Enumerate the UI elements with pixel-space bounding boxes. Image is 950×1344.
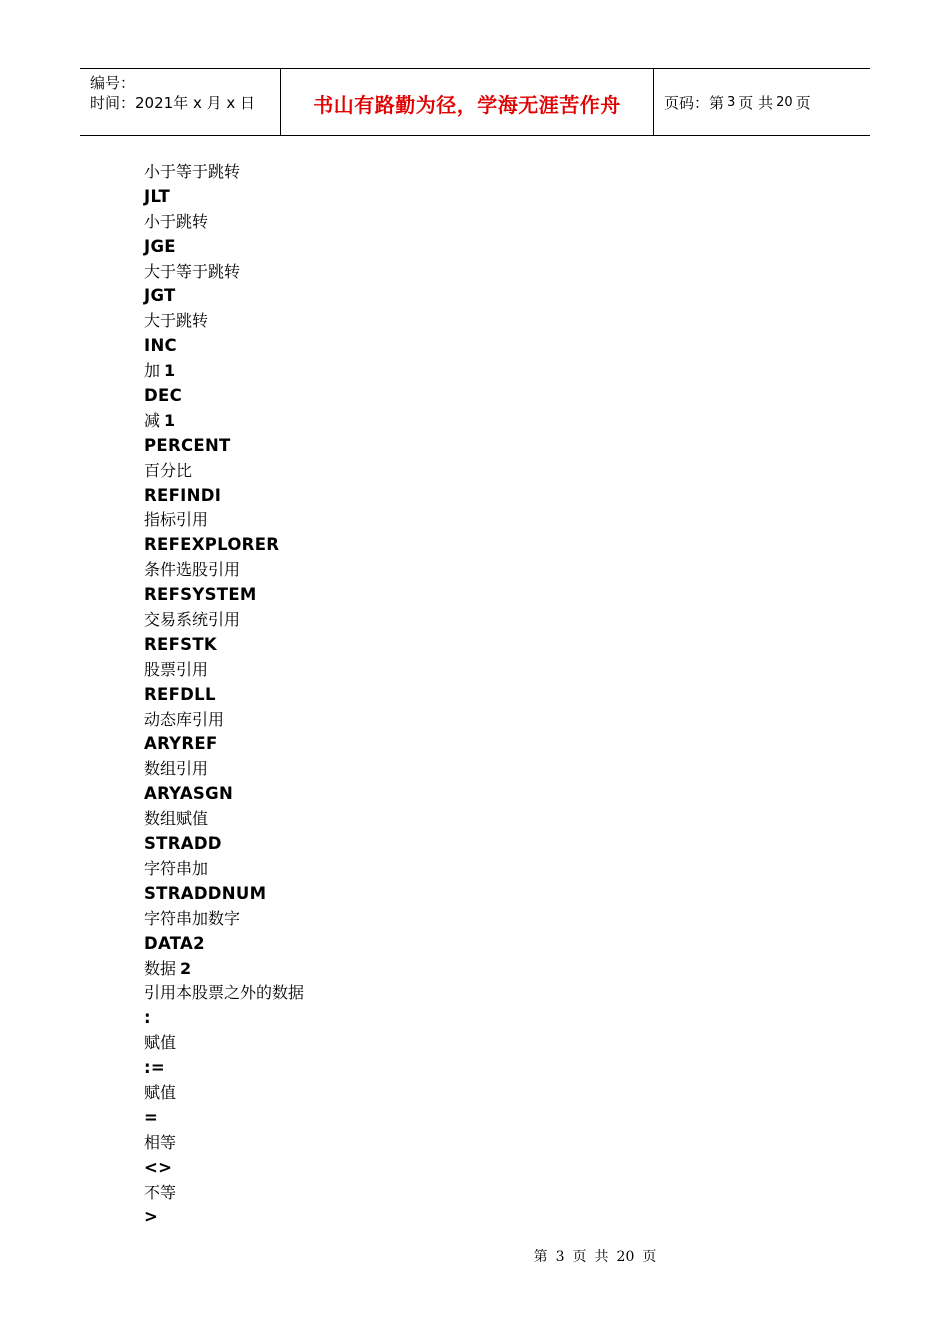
motto: 书山有路勤为径，学海无涯苦作舟: [313, 92, 621, 117]
code-line: [144, 1056, 844, 1081]
description-line: [144, 1031, 844, 1056]
header-info-cell: [80, 69, 281, 135]
line-text: INC: [144, 336, 177, 356]
line-text: JGT: [144, 286, 176, 306]
line-text: 相等: [144, 1132, 177, 1152]
page-number: 3: [727, 94, 736, 110]
header-motto-cell: [281, 69, 654, 135]
code-line: [144, 1006, 844, 1031]
line-text: :=: [144, 1058, 166, 1078]
description-line: [144, 807, 844, 832]
description-line: [144, 1181, 844, 1206]
line-text: REFDLL: [144, 684, 216, 704]
line-text: 小于等于跳转: [144, 162, 241, 181]
line-text: 大于跳转: [144, 311, 209, 331]
line-text: ARYREF: [144, 734, 218, 754]
description-line: [144, 359, 844, 384]
line-text: 引用本股票之外的数据: [144, 983, 305, 1003]
description-line: [144, 608, 844, 633]
line-text: REFSTK: [144, 634, 217, 654]
line-text: REFEXPLORER: [144, 535, 280, 555]
line-number: 1: [164, 361, 176, 381]
description-line: [144, 708, 844, 733]
code-line: [144, 533, 844, 558]
description-line: [144, 857, 844, 882]
time-label: 时间：: [90, 94, 136, 112]
line-text: >: [144, 1207, 159, 1227]
description-line: [144, 459, 844, 484]
time-year: 2021: [135, 94, 174, 112]
description-line: [144, 658, 844, 683]
footer-ye-end: 页: [642, 1249, 657, 1265]
line-text: <>: [144, 1157, 173, 1177]
code-line: [144, 633, 844, 658]
code-line: [144, 235, 844, 260]
time-line: [90, 93, 280, 113]
code-line: [144, 683, 844, 708]
code-line: [144, 384, 844, 409]
code-line: [144, 185, 844, 210]
line-text: 小于跳转: [144, 211, 209, 231]
code-line: [144, 583, 844, 608]
line-text: DATA2: [144, 933, 205, 953]
description-line: [144, 907, 844, 932]
description-line: [144, 981, 844, 1006]
line-text: DEC: [144, 386, 182, 406]
line-text: 字符串加数字: [144, 908, 241, 928]
number-label: 编号：: [90, 74, 136, 92]
line-text: 交易系统引用: [144, 610, 241, 630]
footer-total: 20: [616, 1249, 635, 1265]
footer-ye: 页: [572, 1249, 587, 1265]
description-line: [144, 757, 844, 782]
line-text: 大于等于跳转: [144, 261, 241, 281]
description-line: [144, 1081, 844, 1106]
line-text: 指标引用: [144, 510, 209, 530]
code-line: [144, 832, 844, 857]
footer-di: 第: [533, 1249, 548, 1265]
line-text: 百分比: [144, 460, 193, 480]
page-end: 页: [795, 93, 811, 112]
line-text: REFSYSTEM: [144, 585, 257, 605]
description-line: [144, 309, 844, 334]
page-label: 页码：第: [664, 93, 725, 112]
page-footer: [0, 1246, 950, 1266]
line-text: REFINDI: [144, 485, 222, 505]
code-line: [144, 1106, 844, 1131]
time-rest: 年 x 月 x 日: [173, 94, 256, 112]
line-text: 数组引用: [144, 759, 209, 779]
description-line: [144, 210, 844, 235]
line-number: 2: [180, 958, 192, 978]
line-text: =: [144, 1107, 159, 1127]
description-line: [144, 1131, 844, 1156]
line-text: 动态库引用: [144, 709, 225, 729]
description-line: [144, 558, 844, 583]
code-line: [144, 782, 844, 807]
line-text: 数组赋值: [144, 809, 209, 829]
line-text: 字符串加: [144, 858, 209, 878]
line-text: :: [144, 1008, 151, 1028]
line-text: 赋值: [144, 1033, 177, 1053]
line-text: 赋值: [144, 1082, 177, 1102]
line-text: STRADDNUM: [144, 883, 267, 903]
footer-page: 3: [555, 1249, 565, 1265]
line-text: 数据: [144, 958, 177, 978]
code-line: [144, 334, 844, 359]
line-text: PERCENT: [144, 435, 231, 455]
code-line: [144, 1156, 844, 1181]
line-text: ARYASGN: [144, 784, 234, 804]
header-page-cell: [654, 69, 870, 135]
description-line: [144, 260, 844, 285]
code-line: [144, 932, 844, 957]
document-body: [144, 160, 844, 1230]
description-line: [144, 409, 844, 434]
code-line: [144, 732, 844, 757]
description-line: [144, 160, 844, 185]
code-line: [144, 484, 844, 509]
footer-gong: 共: [594, 1249, 609, 1265]
line-text: 加: [144, 361, 161, 381]
code-line: [144, 1205, 844, 1230]
page-mid: 页 共: [738, 93, 774, 112]
page-header: [80, 68, 870, 136]
description-line: [144, 508, 844, 533]
line-text: JLT: [144, 186, 171, 206]
code-line: [144, 882, 844, 907]
line-text: STRADD: [144, 834, 222, 854]
line-text: 条件选股引用: [144, 560, 241, 580]
line-text: 股票引用: [144, 659, 209, 679]
line-number: 1: [164, 410, 176, 430]
page-total: 20: [776, 94, 793, 110]
line-text: JGE: [144, 236, 176, 256]
code-line: [144, 284, 844, 309]
line-text: 不等: [144, 1182, 177, 1202]
description-line: [144, 957, 844, 982]
code-line: [144, 434, 844, 459]
line-text: 减: [144, 410, 161, 430]
